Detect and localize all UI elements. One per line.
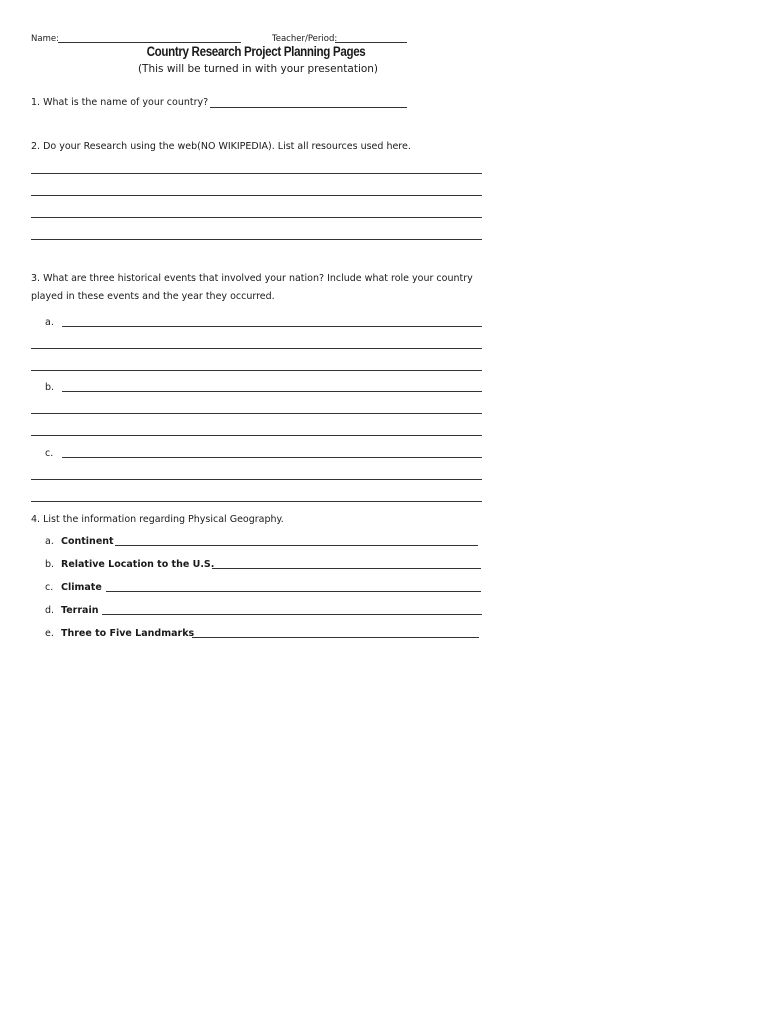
- question-3-answer-line: [31, 435, 482, 436]
- question-3-item-b-letter: b.: [45, 382, 55, 393]
- question-4-item-a-line: [115, 545, 478, 546]
- question-3-answer-line: [31, 501, 482, 502]
- question-4-item-e-letter: e.: [45, 628, 54, 639]
- question-1-text: 1. What is the name of your country?: [31, 97, 209, 108]
- question-4-item-c-line: [106, 591, 481, 592]
- question-3-answer-line: [31, 413, 482, 414]
- teacher-period-label: Teacher/Period:: [272, 34, 338, 44]
- question-3-item-a-letter: a.: [45, 317, 54, 328]
- page-title: Country Research Project Planning Pages: [146, 44, 366, 59]
- question-4-item-e-label: Three to Five Landmarks: [61, 628, 195, 639]
- question-4-item-b-line: [212, 568, 481, 569]
- question-3-item-c-letter: c.: [45, 448, 54, 459]
- name-line: [58, 42, 241, 43]
- question-3-answer-line: [31, 348, 482, 349]
- question-2-answer-line: [31, 217, 482, 218]
- question-2-answer-line: [31, 195, 482, 196]
- question-4-item-d-letter: d.: [45, 605, 55, 616]
- question-4-item-b-label: Relative Location to the U.S.: [61, 559, 215, 570]
- question-3-text-line-1: 3. What are three historical events that involved your nation? Include what role your country: [31, 273, 473, 284]
- question-3-text-line-2: played in these events and the year they occurred.: [31, 291, 275, 302]
- question-4-item-d-line: [102, 614, 482, 615]
- question-3-item-b-line: [62, 391, 482, 392]
- question-4-item-a-label: Continent: [61, 536, 114, 547]
- question-4-text: 4. List the information regarding Physical Geography.: [31, 514, 284, 525]
- question-2-answer-line: [31, 173, 482, 174]
- name-label: Name:: [31, 34, 59, 44]
- question-3-item-c-line: [62, 457, 482, 458]
- question-4-item-b-letter: b.: [45, 559, 55, 570]
- question-3-answer-line: [31, 479, 482, 480]
- question-1-answer-line: [210, 107, 407, 108]
- question-4-item-a-letter: a.: [45, 536, 54, 547]
- question-3-answer-line: [31, 370, 482, 371]
- question-4-item-c-letter: c.: [45, 582, 54, 593]
- question-2-answer-line: [31, 239, 482, 240]
- teacher-period-line: [335, 42, 407, 43]
- question-2-text: 2. Do your Research using the web(NO WIKIPEDIA). List all resources used here.: [31, 141, 411, 152]
- page-subtitle: (This will be turned in with your presentation): [137, 63, 379, 75]
- question-4-item-e-line: [192, 637, 479, 638]
- question-4-item-d-label: Terrain: [61, 605, 99, 616]
- question-3-item-a-line: [62, 326, 482, 327]
- question-4-item-c-label: Climate: [61, 582, 102, 593]
